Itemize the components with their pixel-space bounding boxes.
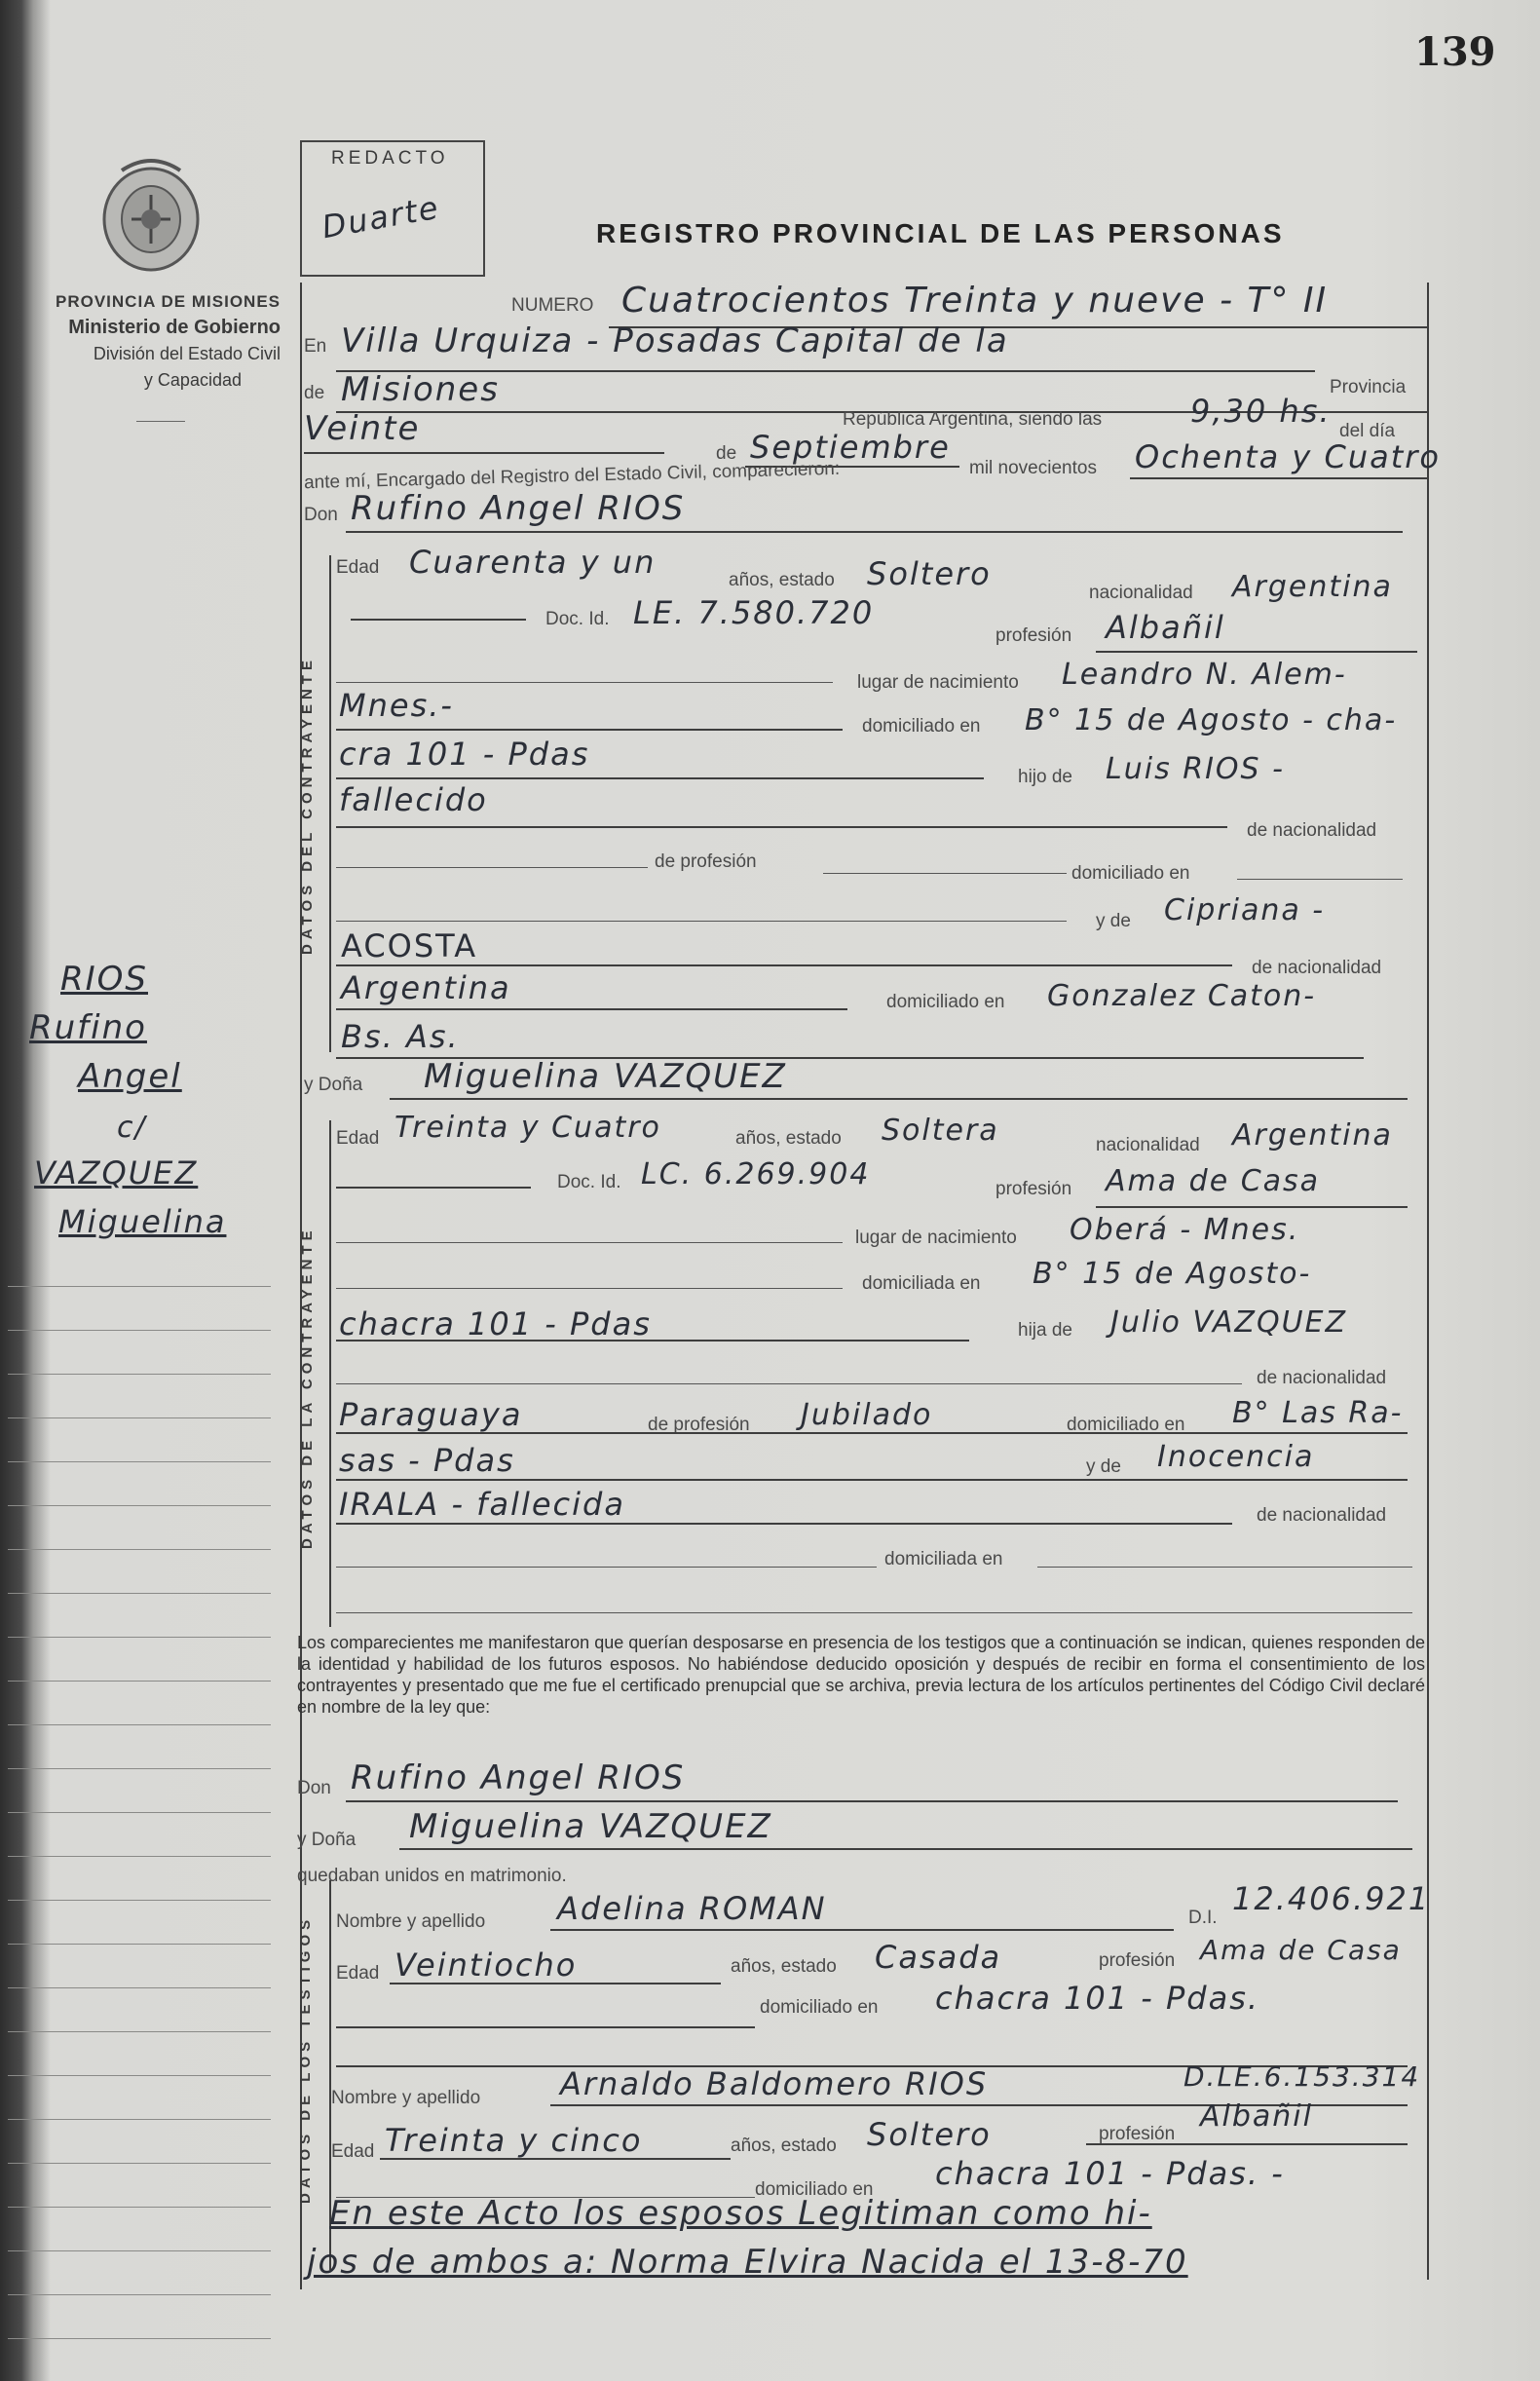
t1-profesion-label: profesión	[1099, 1950, 1176, 1971]
decl-don: Rufino Angel RIOS	[351, 1758, 686, 1797]
contrayente-f-edad: Treinta y Cuatro	[394, 1111, 661, 1145]
contrayente-f-domicilio: B° 15 de Agosto-	[1033, 1257, 1312, 1291]
margin-conjuncion: c/	[117, 1111, 147, 1145]
t1-anos-estado-label: años, estado	[731, 1956, 837, 1977]
t1-nombre: Adelina ROMAN	[557, 1890, 827, 1927]
contrayente-lugar-nac: Leandro N. Alem-	[1062, 658, 1347, 692]
anos-estado-label: años, estado	[729, 570, 835, 590]
contrayente-madre-domicilio-2: Bs. As.	[341, 1018, 460, 1055]
contrayente-side-label: DATOS DEL CONTRAYENTE	[299, 656, 316, 955]
de-nacionalidad-label: de nacionalidad	[1247, 820, 1377, 841]
contrayente-f-madre-apellido: IRALA - fallecida	[339, 1486, 625, 1523]
republica-label: República Argentina, siendo las	[843, 409, 1103, 430]
acta-lugar: Villa Urquiza - Posadas Capital de la	[341, 321, 1009, 360]
de-label-2: de	[716, 443, 737, 464]
division-name: División del Estado Civil	[93, 344, 281, 363]
redacto-signature: Duarte	[319, 188, 443, 246]
contrayente-estado: Soltero	[867, 555, 992, 592]
contrayente-doc: LE. 7.580.720	[633, 594, 875, 631]
t1-estado: Casada	[875, 1939, 1002, 1976]
contrayente-padre: Luis RIOS -	[1106, 752, 1285, 786]
f-doc-label: Doc. Id.	[557, 1172, 621, 1192]
f-de-profesion-label: de profesión	[648, 1415, 750, 1435]
contrayente-f-padre-nacionalidad: Paraguaya	[339, 1396, 523, 1433]
contrayente-madre-domicilio: Gonzalez Caton-	[1047, 979, 1317, 1013]
t2-domiciliado-label: domiciliado en	[755, 2179, 874, 2200]
page-number: 139	[1414, 29, 1496, 75]
t2-profesion: Albañil	[1200, 2099, 1313, 2134]
decl-don-label: Don	[297, 1778, 331, 1798]
contrayente-f-nacionalidad: Argentina	[1232, 1118, 1393, 1153]
province-block	[18, 288, 281, 394]
contrayente-f-profesion: Ama de Casa	[1106, 1164, 1321, 1198]
contrayente-padre-estado: fallecido	[339, 781, 488, 818]
contrayente-f-estado: Soltera	[882, 1114, 999, 1148]
mil-label: mil novecientos	[969, 458, 1097, 478]
redacto-box	[300, 140, 485, 277]
t2-domicilio: chacra 101 - Pdas. -	[935, 2155, 1285, 2192]
quedaban-text: quedaban unidos en matrimonio.	[297, 1866, 567, 1886]
f-anos-estado-label: años, estado	[735, 1128, 842, 1149]
f-domiciliado-en-label: domiciliado en	[1067, 1415, 1185, 1435]
t2-estado: Soltero	[867, 2116, 992, 2153]
acta-hora: 9,30 hs.	[1190, 393, 1332, 430]
t1-nombre-label: Nombre y apellido	[336, 1911, 486, 1932]
nota-legitimacion-2: jos de ambos a: Norma Elvira Nacida el 13-8-70	[307, 2243, 1188, 2282]
contrayente-madre: Cipriana -	[1164, 893, 1326, 927]
edad-label: Edad	[336, 557, 380, 578]
acta-mes: Septiembre	[750, 429, 951, 466]
f-domiciliada-en-label: domiciliada en	[884, 1549, 1003, 1569]
t1-edad: Veintiocho	[394, 1946, 578, 1984]
t2-profesion-label: profesión	[1099, 2124, 1176, 2144]
nota-legitimacion-1: En este Acto los esposos Legitiman como hi-	[329, 2194, 1152, 2233]
t2-edad-label: Edad	[331, 2141, 375, 2162]
t1-di-label: D.I.	[1188, 1908, 1218, 1928]
t1-edad-label: Edad	[336, 1963, 380, 1984]
contrayente-domicilio-2: cra 101 - Pdas	[339, 736, 590, 773]
t1-profesion: Ama de Casa	[1200, 1934, 1402, 1966]
f-y-de-label: y de	[1086, 1456, 1121, 1477]
del-dia-label: del día	[1339, 421, 1396, 441]
t2-nombre: Arnaldo Baldomero RIOS	[560, 2065, 989, 2102]
contrayente-nacionalidad: Argentina	[1232, 570, 1393, 604]
declaracion-text: Los comparecientes me manifestaron que querían desposarse en presencia de los testigos que a continuación se indican, quienes responden de la identidad y habilidad de los futuros esposos. No habiéndose deducido oposición y después de recibir en forma el consentimiento de los contrayentes y presentado que me fue el certificado prenupcial que se archiva, previa lectura de los artículos pertinentes del Código Civil declaré en nombre de la ley que:	[297, 1633, 1425, 1717]
f-hija-label: hija de	[1018, 1320, 1072, 1341]
don-label: Don	[304, 505, 338, 525]
contrayente-madre-apellido: ACOSTA	[341, 927, 478, 964]
lugar-nac-label: lugar de nacimiento	[857, 672, 1019, 693]
t1-domiciliado-label: domiciliado en	[760, 1997, 879, 2018]
decl-dona: Miguelina VAZQUEZ	[409, 1807, 772, 1846]
t1-di: 12.406.921	[1232, 1880, 1431, 1917]
f-nacionalidad-label: nacionalidad	[1096, 1135, 1200, 1155]
margin-apellido-2: VAZQUEZ	[34, 1154, 199, 1191]
hijo-label: hijo de	[1018, 767, 1072, 787]
contrayente-f-padre-domicilio-2: sas - Pdas	[339, 1442, 515, 1479]
t2-anos-estado-label: años, estado	[731, 2135, 837, 2156]
contrayente-f-doc: LC. 6.269.904	[641, 1157, 871, 1191]
contrayente-nombre: Rufino Angel RIOS	[351, 489, 686, 528]
y-de-label: y de	[1096, 911, 1131, 931]
doc-label: Doc. Id.	[545, 609, 610, 629]
contrayente-f-nombre: Miguelina VAZQUEZ	[424, 1057, 787, 1096]
f-lugar-nac-label: lugar de nacimiento	[855, 1228, 1017, 1248]
decl-dona-label: y Doña	[297, 1830, 357, 1850]
contrayente-profesion: Albañil	[1106, 609, 1225, 646]
contrayente-lugar-nac-2: Mnes.-	[339, 687, 454, 724]
document-title: REGISTRO PROVINCIAL DE LAS PERSONAS	[596, 218, 1285, 248]
margin-nombre-2: Angel	[78, 1057, 182, 1096]
nacionalidad-label: nacionalidad	[1089, 583, 1193, 603]
contrayente-f-lugar-nac: Oberá - Mnes.	[1070, 1213, 1300, 1247]
margin-apellido: RIOS	[60, 960, 148, 999]
de-profesion-label: de profesión	[655, 851, 757, 872]
t2-nombre-label: Nombre y apellido	[331, 2088, 481, 2108]
numero-label: NUMERO	[511, 295, 594, 316]
contrayente-f-padre-profesion: Jubilado	[801, 1398, 933, 1432]
contrayente-f-side-label: DATOS DE LA CONTRAYENTE	[299, 1226, 316, 1549]
provincia-label: Provincia	[1330, 377, 1407, 397]
ante-mi-text: ante mí, Encargado del Registro del Estado Civil, comparecieron:	[303, 458, 841, 494]
acta-anio: Ochenta y Cuatro	[1135, 438, 1441, 475]
domiciliado-en-label: domiciliado en	[1071, 863, 1190, 884]
division-name-2: y Capacidad	[143, 370, 242, 390]
margin-nombre-3: Miguelina	[58, 1203, 227, 1240]
domiciliado-label: domiciliado en	[862, 716, 981, 737]
dona-label: y Doña	[304, 1075, 363, 1095]
contrayente-madre-nacionalidad: Argentina	[341, 969, 511, 1006]
madre-domiciliado-label: domiciliado en	[886, 992, 1005, 1012]
acta-numero: Cuatrocientos Treinta y nueve - T° II	[621, 281, 1329, 321]
acta-dia: Veinte	[304, 409, 421, 448]
ministry-name: Ministerio de Gobierno	[68, 317, 281, 338]
contrayente-f-domicilio-2: chacra 101 - Pdas	[339, 1305, 652, 1342]
contrayente-domicilio: B° 15 de Agosto - cha-	[1025, 703, 1398, 737]
acta-provincia: Misiones	[341, 370, 500, 409]
provincial-seal-icon	[93, 151, 209, 278]
f-profesion-label: profesión	[995, 1179, 1072, 1199]
province-name: PROVINCIA DE MISIONES	[55, 292, 281, 311]
en-label: En	[304, 336, 327, 357]
t2-di: D.LE.6.153.314	[1183, 2060, 1421, 2093]
de-label: de	[304, 383, 325, 403]
margin-nombre-1: Rufino	[29, 1008, 147, 1047]
f-de-nacionalidad-label: de nacionalidad	[1257, 1368, 1387, 1388]
redacto-label: REDACTO	[331, 148, 449, 169]
t2-edad: Treinta y cinco	[385, 2122, 643, 2159]
contrayente-f-madre: Inocencia	[1157, 1440, 1315, 1474]
contrayente-f-padre-domicilio: B° Las Ra-	[1232, 1396, 1404, 1430]
testigos-side-label: DATOS DE LOS TESTIGOS	[297, 1914, 314, 2204]
contrayente-edad: Cuarenta y un	[409, 544, 657, 581]
madre-nacionalidad-label: de nacionalidad	[1252, 958, 1382, 978]
f-edad-label: Edad	[336, 1128, 380, 1149]
f-madre-nacionalidad-label: de nacionalidad	[1257, 1505, 1387, 1526]
contrayente-f-padre: Julio VAZQUEZ	[1110, 1305, 1348, 1340]
profesion-label: profesión	[995, 625, 1072, 646]
f-domiciliada-label: domiciliada en	[862, 1273, 981, 1294]
t1-domicilio: chacra 101 - Pdas.	[935, 1980, 1260, 2017]
